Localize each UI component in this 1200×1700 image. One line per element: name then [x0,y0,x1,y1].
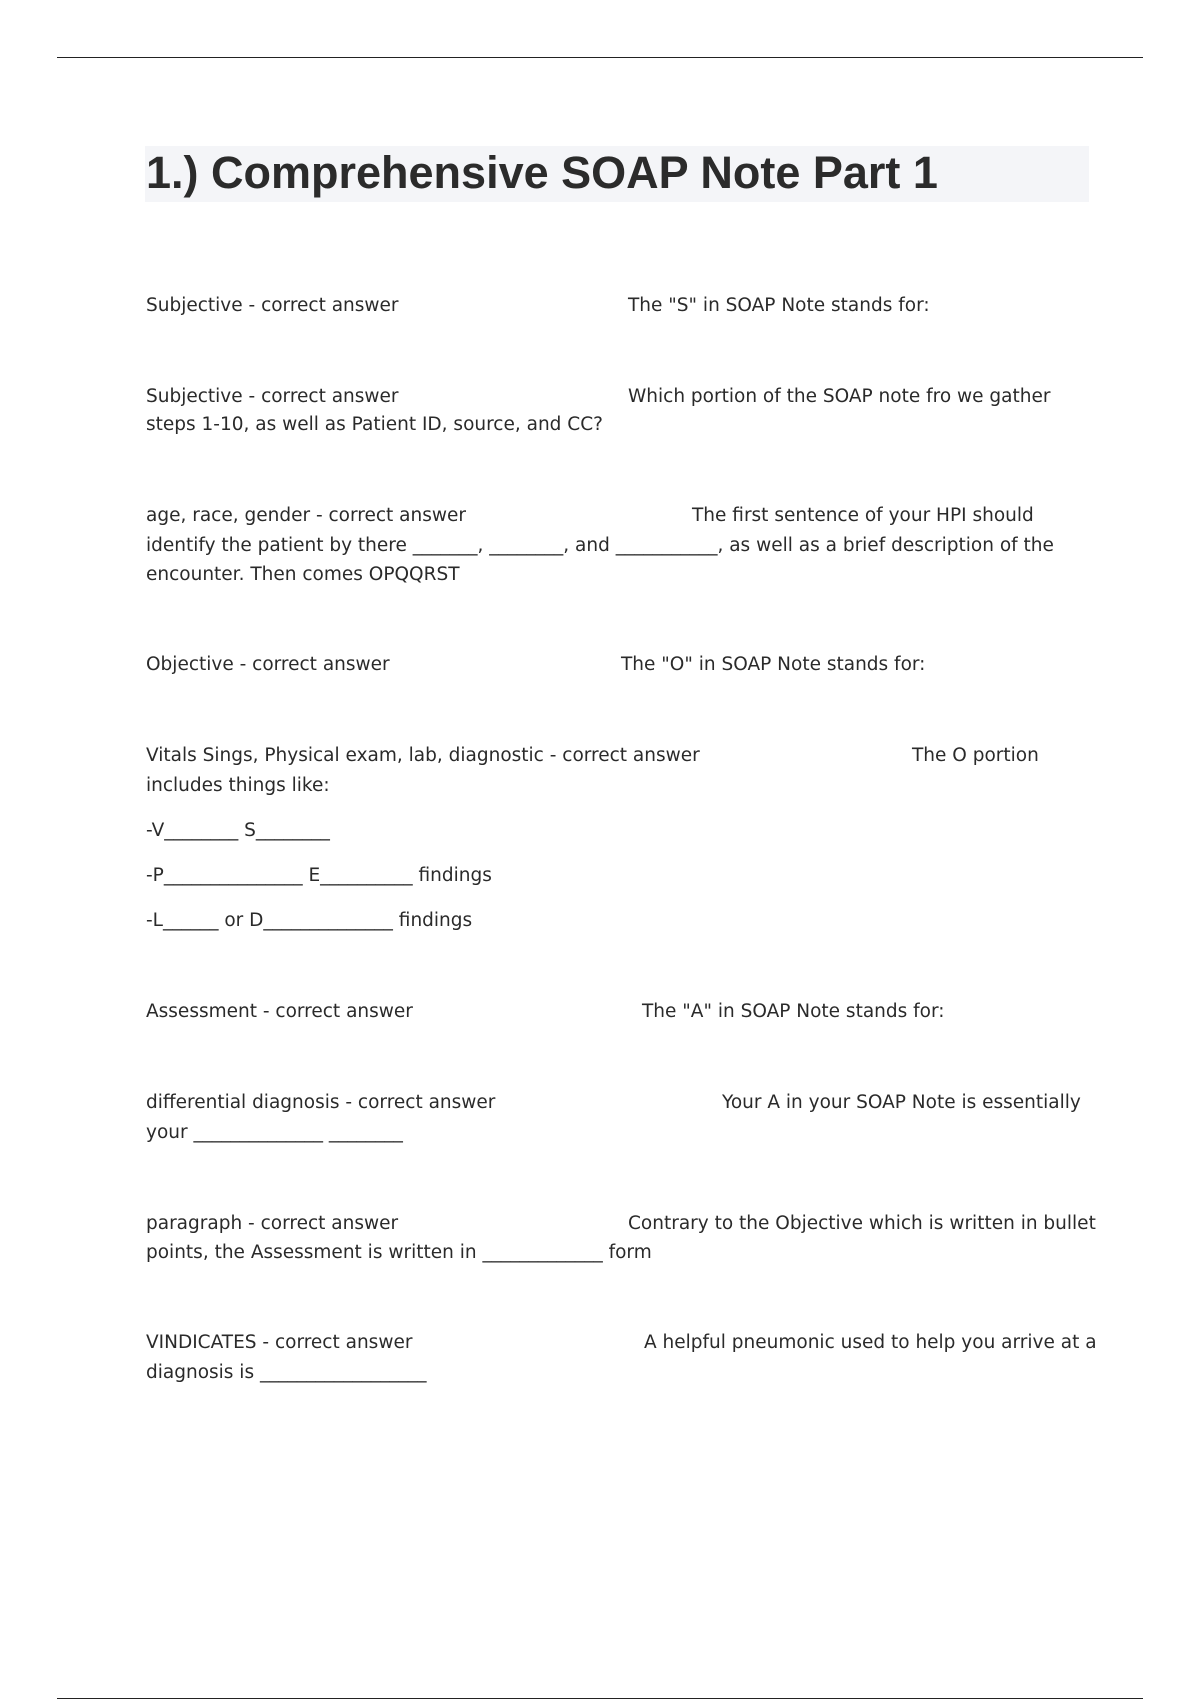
card-2-term: Subjective - correct answer [146,386,399,407]
card-5-question-line1: The O portion [912,745,1039,766]
card-3-term: age, race, gender - correct answer [146,505,466,526]
card-3-question-line3: encounter. Then comes OPQQRST [146,564,460,585]
document-title: 1.) Comprehensive SOAP Note Part 1 [146,147,938,198]
card-4-term: Objective - correct answer [146,654,390,675]
card-9-question-line1: A helpful pneumonic used to help you arrive at a [644,1332,1097,1353]
card-7-question-line1: Your A in your SOAP Note is essentially [722,1092,1081,1113]
card-8-term: paragraph - correct answer [146,1213,399,1234]
card-1-question: The "S" in SOAP Note stands for: [628,295,930,316]
card-8-question-line2: points, the Assessment is written in _____________ form [146,1242,652,1263]
card-2-question-line1: Which portion of the SOAP note fro we gather [628,386,1051,407]
card-2-question-line2: steps 1-10, as well as Patient ID, source, and CC? [146,414,603,435]
card-5-question-line4: -P_______________ E__________ findings [146,865,492,886]
card-5-question-line2: includes things like: [146,775,330,796]
card-7-term: differential diagnosis - correct answer [146,1092,496,1113]
card-8-question-line1: Contrary to the Objective which is written in bullet [628,1213,1096,1234]
card-7-question-line2: your ______________ ________ [146,1122,403,1143]
card-9-term: VINDICATES - correct answer [146,1332,413,1353]
card-5-question-line5: -L______ or D______________ findings [146,910,473,931]
card-5-term: Vitals Sings, Physical exam, lab, diagnostic - correct answer [146,745,700,766]
card-3-question-line1: The first sentence of your HPI should [692,505,1034,526]
card-6-term: Assessment - correct answer [146,1001,413,1022]
card-1-term: Subjective - correct answer [146,295,399,316]
top-rule [57,57,1143,58]
card-4-question: The "O" in SOAP Note stands for: [621,654,926,675]
card-9-question-line2: diagnosis is __________________ [146,1362,427,1383]
bottom-rule [57,1698,1143,1699]
card-5-question-line3: -V________ S________ [146,820,330,841]
card-3-question-line2: identify the patient by there _______, ________, and ___________, as well as a brief description of the [146,535,1054,556]
card-6-question: The "A" in SOAP Note stands for: [642,1001,945,1022]
